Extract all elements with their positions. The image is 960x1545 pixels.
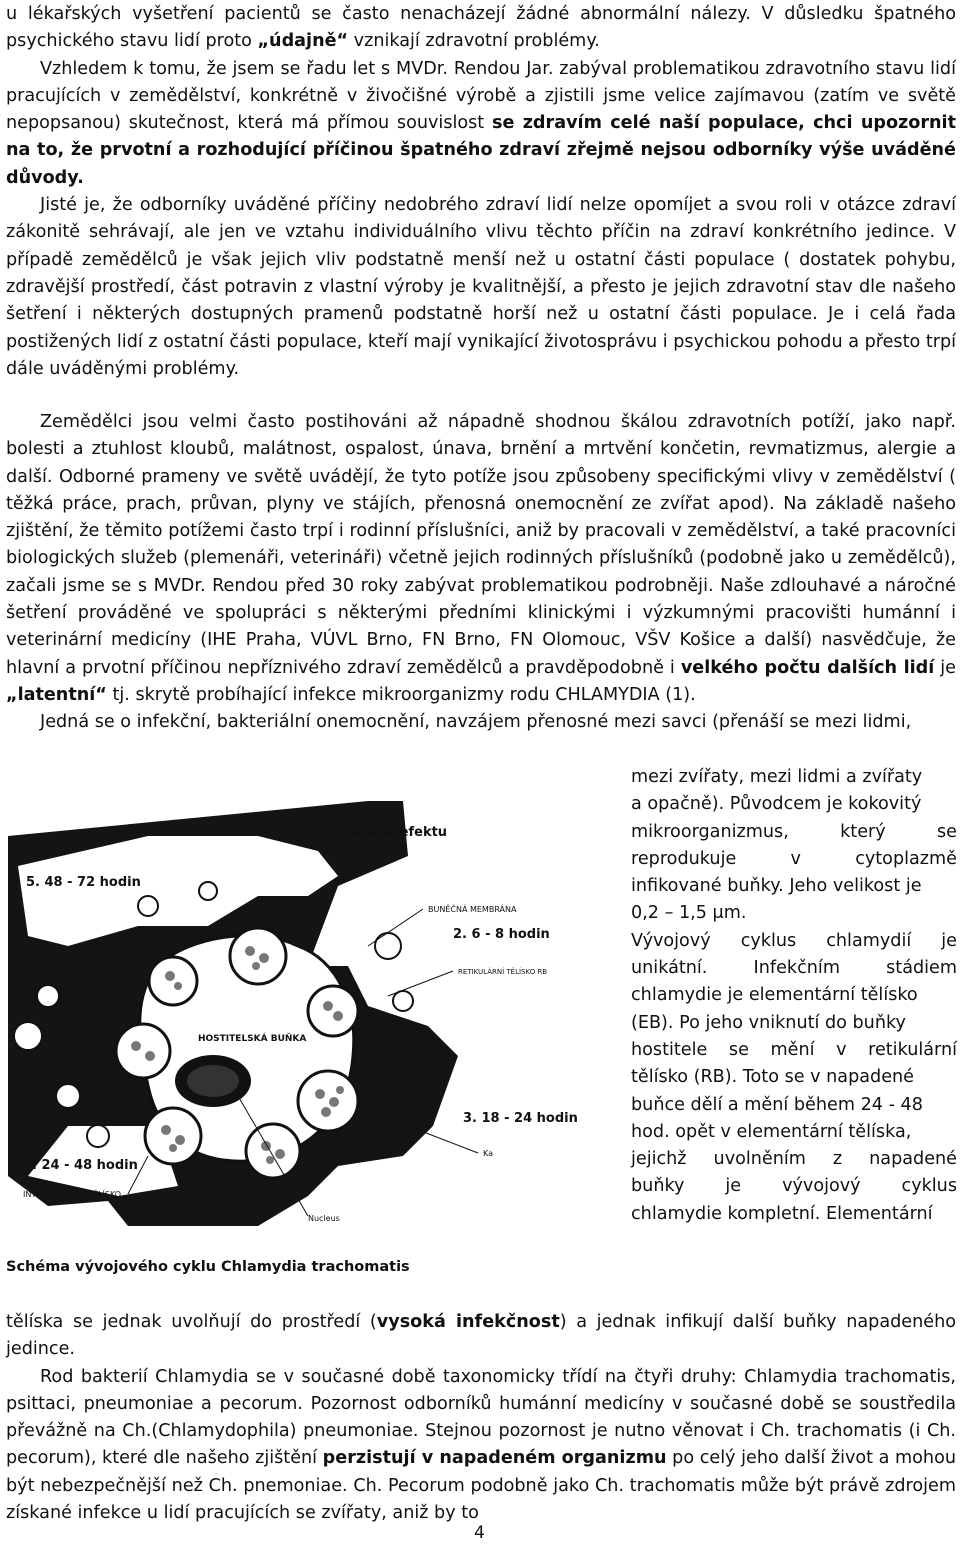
emphasis: perzistují v napadeném organizmu: [322, 1448, 667, 1469]
figure-label: 2. 6 - 8 hodin: [453, 927, 550, 942]
line: tělísko (RB). Toto se v napadené: [631, 1067, 915, 1088]
text: Zemědělci jsou velmi často postihováni až nápadně shodnou škálou zdravotních potíží, jako např. bolesti a ztuhlost kloubů, malátnost, ospalost, únava, brnění a mrtvění končetin, revmatizmus, alergie a další. Odborné prameny ve světě uvádějí, že tyto potíže jsou způsobeny specifickými vlivy v zemědělství ( těžká práce, prach, průvan, plyny ve stájích, přenosná onemocnění ze zvířat apod). Na základě našeho zjištění, že těmito potížemi často trpí i rodinní příslušníci, aniž by pracovali v zemědělství, a také pracovníci biologických služeb (plemenáři, veterináři) včetně jejich rodinných příslušníků (podobně jako u zemědělců), začali jsme se s MVDr. Rendou před 30 roky zabývat problematikou podrobněji. Naše zdlouhavé a náročné šetření prováděné ve spolupráci s některými předními klinickými i výzkumnými pracovišti humánní i veterinární medicíny (IHE Praha, VÚVL Brno, FN Brno, FN Olomouc, VŠV Košice a další) nasvědčuje, že hlavní a prvotní příčinou nepříznivého zdraví zemědělců a pravděpodobně i: [6, 412, 956, 678]
line: hod. opět v elementární tělíska,: [631, 1121, 912, 1142]
text: Vzhledem k tomu, že jsem se řadu let s MVDr. Rendou Jar. zabýval problematikou zdravotního stavu lidí pracujících v zemědělství, konkrétně v živočišné výrobě a zjistili jsme velice zajímavou (zatím ve světě nepopsanou) skutečnost, která má přímou souvislost: [6, 58, 956, 134]
line: 0,2 – 1,5 μm.: [631, 903, 747, 924]
figure-label: RETIKULÁRNÍ TĚLÍSKO RB: [458, 968, 548, 976]
line: mezi zvířaty, mezi lidmi a zvířaty: [631, 767, 923, 787]
emphasis: velkého počtu dalších lidí: [680, 657, 935, 678]
page-number: 4: [474, 1523, 485, 1543]
line: chlamydie kompletní. Elementární: [631, 1203, 933, 1224]
text: vznikají zdravotní problémy.: [348, 31, 600, 52]
paragraph-5-first-line: Jedná se o infekční, bakteriální onemocnění, navzájem přenosné mezi savci (přenáší se mezi lidmi,: [40, 712, 912, 733]
emphasis: vysoká infekčnost: [376, 1312, 560, 1332]
figure-label: EB: [178, 1201, 189, 1210]
figure-label: HOSTITELSKÁ BUŇKA: [198, 1034, 307, 1044]
emphasis: „údajně“: [257, 31, 349, 52]
text: Rod bakterií Chlamydia se v současné době taxonomicky třídí na čtyři druhy: Chlamydia trachomatis, psittaci, pneumoniae a pecorum. Pozornost odborníků humánní medicíny v současné době se soustředila převážně na Ch.(Chlamydophila) pneumoniae. Stejnou pozornost je nutno věnovat i Ch. trachomatis (i Ch. pecorum), které dle našeho zjištění: [6, 1366, 956, 1469]
figure-label: BUNĚČNÁ MEMBRÁNA: [428, 905, 517, 914]
line: unikátní. Infekčním stádiem: [631, 958, 957, 979]
text: tělíska se jednak uvolňují do prostředí (: [6, 1312, 377, 1332]
paragraph-3: Jisté je, že odborníky uváděné příčiny nedobrého zdraví lidí nelze opomíjet a svou roli v otázce zdraví zákonitě sehrávají, ale jen ve vztahu individuálního vlivu těchto příčin na zdraví konkrétního jedince. V případě zemědělců je však jejich vliv podstatně menší než u ostatní části populace ( dostatek pohybu, zdravější prostředí, část potravin z vlastní výroby je kvalitnější, a přesto je jejich zdravotní stav dle našeho šetření i některých dostupných pramenů podstatně horší než u ostatní části populace. Je i celá řada postižených lidí z ostatní části populace, kteří mají vynikající životosprávu i psychickou pohodu a přesto trpí dále uváděnými problémy.: [6, 195, 957, 379]
emphasis: se zdravím celé naší populace, chci upozornit na to, že prvotní a rozhodující příčinou špatného zdraví zřejmě nejsou odborníky výše uváděné důvody.: [6, 113, 956, 188]
line: buňky je vývojový cyklus: [631, 1176, 957, 1197]
line: (EB). Po jeho vniknutí do buňky: [631, 1012, 906, 1033]
figure-label: Nucleus: [308, 1214, 340, 1223]
figure-label: 3. 18 - 24 hodin: [463, 1111, 578, 1126]
chlamydia-cycle-figure: [8, 796, 608, 1236]
figure-label: Ka: [483, 1149, 494, 1158]
paragraph-after-figure: [6, 1309, 956, 1527]
paragraph-intro: [6, 1, 956, 383]
figure-label: RB: [178, 1214, 190, 1223]
line: reprodukuje v cytoplazmě: [631, 848, 957, 869]
line: chlamydie je elementární tělísko: [631, 985, 918, 1006]
text: ) a jednak infikují další buňky napadeného jedince.: [6, 1312, 956, 1360]
figure-label: 1. Počátek efektu: [318, 825, 448, 840]
text: tj. skrytě probíhající infekce mikroorganizmy rodu CHLAMYDIA (1).: [106, 684, 696, 705]
line: mikroorganizmus, který se: [631, 821, 957, 842]
figure-label: PŘEMISTĚNÍ TĚLÍSKA EB: [318, 842, 403, 850]
wrapped-text-column: [631, 764, 957, 1228]
line: buňce dělí a mění během 24 - 48: [631, 1094, 923, 1115]
figure-label: 4. 24 - 48 hodin: [23, 1158, 138, 1173]
text: po celý jeho další život a mohou být nebezpečnější než Ch. pnemoniae. Ch. Pecorum podobně jako Ch. trachomatis může být právě zdrojem získané infekce u lidí pracujících se zvířaty, aniž by to: [6, 1448, 956, 1524]
figure-caption: Schéma vývojového cyklu Chlamydia trachomatis: [6, 1259, 410, 1275]
line: hostitele se mění v retikulární: [631, 1039, 957, 1060]
text: u lékařských vyšetření pacientů se často nenacházejí žádné abnormální nálezy. V důsledku špatného psychického stavu lidí proto: [6, 4, 956, 52]
figure-label: INTERMEDIÁLNÍ TĚLÍSKO: [23, 1190, 122, 1199]
line: a opačně). Původcem je kokovitý: [631, 794, 922, 815]
line: Vývojový cyklus chlamydií je: [631, 930, 957, 951]
line: infikované buňky. Jeho velikost je: [631, 876, 922, 897]
paragraph-farmers: [6, 409, 956, 737]
emphasis: „latentní“: [6, 684, 107, 705]
figure-label: 5. 48 - 72 hodin: [26, 875, 141, 890]
line: jejichž uvolněním z napadené: [631, 1149, 957, 1170]
text: je: [934, 657, 956, 678]
